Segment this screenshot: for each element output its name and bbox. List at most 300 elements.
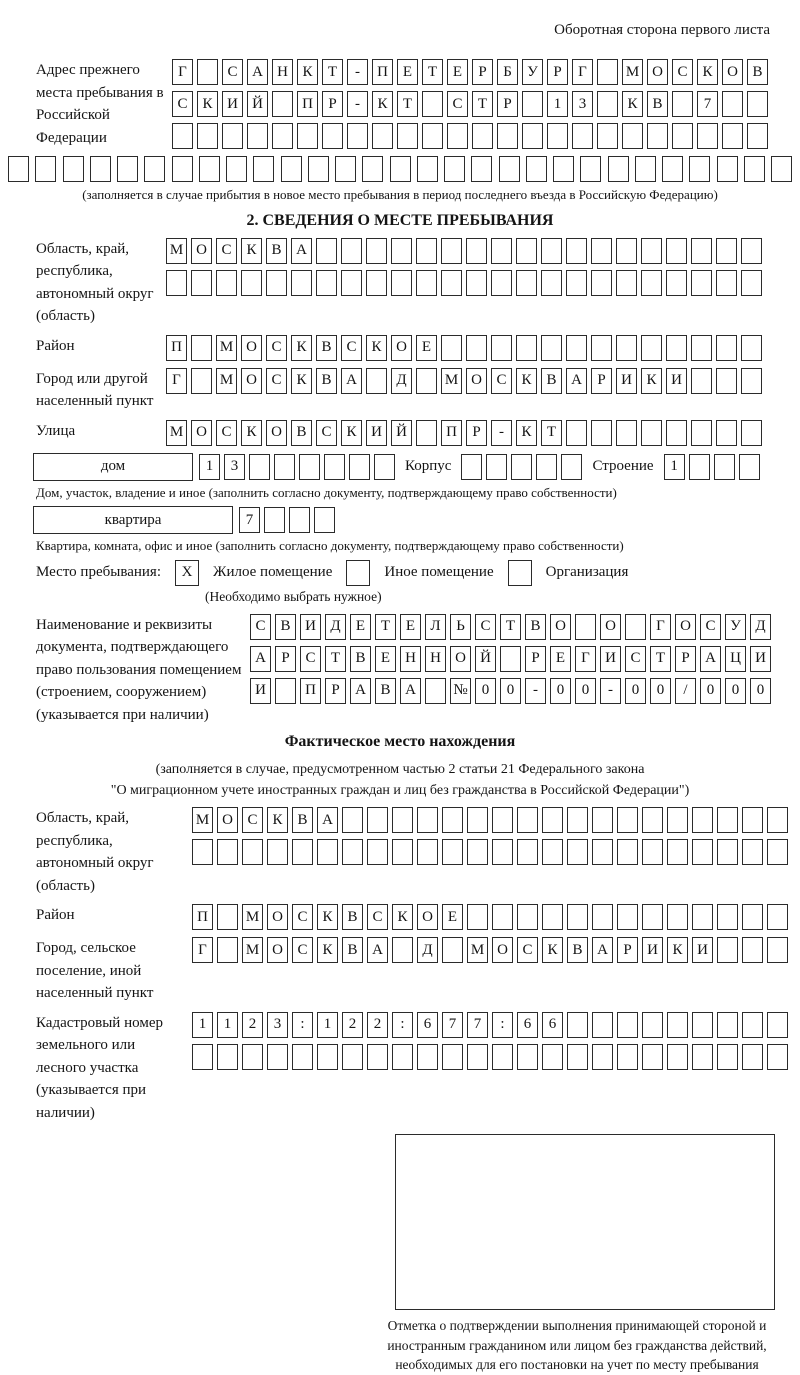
char-cell: Е: [447, 59, 468, 85]
char-cell: [342, 1044, 363, 1070]
char-cell: К: [197, 91, 218, 117]
char-cell: В: [291, 420, 312, 446]
char-cell: Р: [591, 368, 612, 394]
region-label: Область, край, республика, автономный округ (область): [36, 240, 154, 325]
district-field: [36, 335, 792, 361]
char-cell: №: [450, 678, 471, 704]
cadastral-field: [36, 1012, 792, 1125]
char-cell: [744, 156, 765, 182]
char-cell: С: [216, 238, 237, 264]
korpus-label: Корпус: [405, 458, 452, 475]
char-cell: О: [266, 420, 287, 446]
char-cell: У: [522, 59, 543, 85]
char-cell: Т: [397, 91, 418, 117]
cadastral-label: Кадастровый номер земельного или лесного участка (указывается при наличии): [36, 1014, 163, 1121]
char-cell: [292, 839, 313, 865]
char-cell: И: [222, 91, 243, 117]
char-cell: Й: [391, 420, 412, 446]
house-field: [33, 453, 792, 481]
char-cell: [580, 156, 601, 182]
char-cell: [522, 91, 543, 117]
char-cell: [291, 270, 312, 296]
char-cell: [597, 91, 618, 117]
house-number-row: [199, 454, 395, 480]
char-cell: Р: [275, 646, 296, 672]
char-cell: В: [342, 904, 363, 930]
char-cell: К: [317, 937, 338, 963]
char-cell: И: [300, 614, 321, 640]
char-cell: О: [417, 904, 438, 930]
char-cell: [541, 270, 562, 296]
char-cell: 0: [750, 678, 771, 704]
char-cell: [367, 807, 388, 833]
char-cell: [249, 454, 270, 480]
char-cell: [486, 454, 507, 480]
char-cell: [666, 335, 687, 361]
char-cell: В: [375, 678, 396, 704]
char-cell: [442, 807, 463, 833]
char-cell: С: [625, 646, 646, 672]
char-cell: [625, 614, 646, 640]
char-cell: [216, 270, 237, 296]
char-cell: Р: [675, 646, 696, 672]
char-cell: Г: [172, 59, 193, 85]
char-cell: [166, 270, 187, 296]
char-cell: О: [391, 335, 412, 361]
char-cell: [597, 123, 618, 149]
char-cell: К: [241, 238, 262, 264]
char-cell: Г: [166, 368, 187, 394]
char-cell: И: [692, 937, 713, 963]
char-cell: Е: [416, 335, 437, 361]
char-cell: [741, 270, 762, 296]
char-cell: 0: [700, 678, 721, 704]
char-cell: [617, 839, 638, 865]
city-field: [36, 368, 792, 413]
char-cell: [172, 123, 193, 149]
char-cell: [566, 238, 587, 264]
char-cell: [742, 1044, 763, 1070]
apartment-namebox: квартира: [33, 506, 233, 534]
char-cell: [511, 454, 532, 480]
char-cell: [441, 238, 462, 264]
char-cell: [289, 507, 310, 533]
char-cell: М: [216, 368, 237, 394]
char-cell: Г: [572, 59, 593, 85]
char-cell: [689, 454, 710, 480]
char-cell: [391, 270, 412, 296]
char-cell: [191, 368, 212, 394]
char-cell: 1: [317, 1012, 338, 1038]
char-cell: [199, 156, 220, 182]
char-cell: [617, 1012, 638, 1038]
char-cell: 7: [442, 1012, 463, 1038]
char-cell: С: [367, 904, 388, 930]
char-cell: И: [366, 420, 387, 446]
char-cell: Н: [425, 646, 446, 672]
char-cell: [689, 156, 710, 182]
char-cell: Н: [272, 59, 293, 85]
char-cell: [422, 123, 443, 149]
char-cell: [717, 1044, 738, 1070]
char-cell: К: [267, 807, 288, 833]
char-cell: М: [622, 59, 643, 85]
char-cell: [566, 335, 587, 361]
char-cell: [575, 614, 596, 640]
char-cell: [536, 454, 557, 480]
char-cell: Д: [391, 368, 412, 394]
region-row-2: [166, 270, 762, 296]
char-cell: В: [567, 937, 588, 963]
char-cell: С: [341, 335, 362, 361]
char-cell: [622, 123, 643, 149]
char-cell: [374, 454, 395, 480]
char-cell: [191, 335, 212, 361]
char-cell: [667, 1044, 688, 1070]
char-cell: [642, 1044, 663, 1070]
char-cell: [90, 156, 111, 182]
char-cell: [264, 507, 285, 533]
char-cell: 0: [550, 678, 571, 704]
char-cell: [641, 335, 662, 361]
char-cell: Р: [466, 420, 487, 446]
char-cell: К: [366, 335, 387, 361]
char-cell: В: [647, 91, 668, 117]
char-cell: С: [266, 368, 287, 394]
char-cell: 1: [547, 91, 568, 117]
char-cell: [267, 839, 288, 865]
place-type-note: (Необходимо выбрать нужное): [205, 588, 382, 604]
char-cell: А: [700, 646, 721, 672]
char-cell: К: [667, 937, 688, 963]
char-cell: [417, 807, 438, 833]
char-cell: П: [166, 335, 187, 361]
actual-city-row: [192, 937, 788, 1005]
char-cell: [217, 1044, 238, 1070]
char-cell: Б: [497, 59, 518, 85]
actual-region-field: [36, 807, 792, 897]
char-cell: А: [566, 368, 587, 394]
char-cell: [63, 156, 84, 182]
char-cell: О: [450, 646, 471, 672]
char-cell: [567, 839, 588, 865]
char-cell: [517, 839, 538, 865]
char-cell: [567, 807, 588, 833]
char-cell: [691, 270, 712, 296]
checkbox-organization: [508, 560, 532, 586]
char-cell: Е: [442, 904, 463, 930]
title-document-row-3: [250, 678, 771, 704]
cadastral-row-2: [192, 1044, 788, 1070]
char-cell: [542, 807, 563, 833]
char-cell: 2: [242, 1012, 263, 1038]
char-cell: [492, 839, 513, 865]
char-cell: [717, 156, 738, 182]
option-other-premises-label: Иное помещение: [384, 564, 494, 581]
char-cell: [341, 238, 362, 264]
char-cell: [716, 270, 737, 296]
char-cell: [641, 420, 662, 446]
char-cell: [342, 807, 363, 833]
char-cell: О: [466, 368, 487, 394]
char-cell: Д: [325, 614, 346, 640]
char-cell: [397, 123, 418, 149]
char-cell: [500, 646, 521, 672]
char-cell: К: [297, 59, 318, 85]
char-cell: [242, 839, 263, 865]
char-cell: [642, 904, 663, 930]
char-cell: В: [342, 937, 363, 963]
char-cell: [572, 123, 593, 149]
char-cell: [742, 1012, 763, 1038]
char-cell: С: [316, 420, 337, 446]
char-cell: О: [600, 614, 621, 640]
char-cell: [716, 335, 737, 361]
actual-district-field: [36, 904, 792, 930]
char-cell: [714, 454, 735, 480]
char-cell: П: [297, 91, 318, 117]
char-cell: [492, 1044, 513, 1070]
char-cell: К: [291, 335, 312, 361]
char-cell: [691, 368, 712, 394]
char-cell: [547, 123, 568, 149]
prev-address-note: (заполняется в случае прибытия в новое место пребывания в период последнего въезда в Российскую Федерацию): [82, 187, 718, 202]
char-cell: [741, 420, 762, 446]
char-cell: [522, 123, 543, 149]
char-cell: [591, 420, 612, 446]
char-cell: С: [447, 91, 468, 117]
char-cell: [341, 270, 362, 296]
char-cell: [516, 238, 537, 264]
apartment-field: [33, 506, 792, 534]
char-cell: [635, 156, 656, 182]
char-cell: [324, 454, 345, 480]
char-cell: [591, 335, 612, 361]
char-cell: В: [292, 807, 313, 833]
char-cell: [316, 238, 337, 264]
char-cell: [491, 270, 512, 296]
char-cell: [717, 904, 738, 930]
char-cell: [416, 420, 437, 446]
prev-address-cells: [172, 59, 768, 149]
char-cell: [392, 807, 413, 833]
house-note: Дом, участок, владение и иное (заполнить согласно документу, подтверждающему право собственности): [36, 484, 617, 500]
char-cell: [567, 904, 588, 930]
char-cell: У: [725, 614, 746, 640]
char-cell: К: [622, 91, 643, 117]
char-cell: [692, 904, 713, 930]
char-cell: И: [250, 678, 271, 704]
char-cell: [342, 839, 363, 865]
actual-region-row-1: [192, 807, 788, 833]
char-cell: [416, 270, 437, 296]
page-corner-note: Оборотная сторона первого листа: [554, 22, 770, 38]
char-cell: [467, 904, 488, 930]
char-cell: Т: [325, 646, 346, 672]
char-cell: [641, 238, 662, 264]
char-cell: Й: [247, 91, 268, 117]
char-cell: В: [747, 59, 768, 85]
char-cell: Р: [497, 91, 518, 117]
char-cell: С: [517, 937, 538, 963]
char-cell: О: [191, 238, 212, 264]
char-cell: [367, 1044, 388, 1070]
char-cell: :: [392, 1012, 413, 1038]
char-cell: [561, 454, 582, 480]
char-cell: В: [541, 368, 562, 394]
char-cell: [466, 270, 487, 296]
char-cell: М: [192, 807, 213, 833]
char-cell: [717, 807, 738, 833]
char-cell: [191, 270, 212, 296]
char-cell: [747, 91, 768, 117]
korpus-row: [461, 454, 582, 480]
char-cell: [471, 156, 492, 182]
char-cell: [741, 335, 762, 361]
char-cell: Т: [472, 91, 493, 117]
char-cell: [516, 335, 537, 361]
char-cell: [617, 1044, 638, 1070]
char-cell: К: [641, 368, 662, 394]
char-cell: 7: [239, 507, 260, 533]
char-cell: С: [475, 614, 496, 640]
char-cell: [417, 1044, 438, 1070]
char-cell: Р: [322, 91, 343, 117]
char-cell: [647, 123, 668, 149]
char-cell: [771, 156, 792, 182]
place-type-field: [36, 560, 792, 586]
char-cell: Е: [550, 646, 571, 672]
char-cell: [767, 839, 788, 865]
char-cell: А: [400, 678, 421, 704]
char-cell: [472, 123, 493, 149]
char-cell: [491, 238, 512, 264]
char-cell: В: [350, 646, 371, 672]
char-cell: А: [247, 59, 268, 85]
char-cell: В: [266, 238, 287, 264]
char-cell: [247, 123, 268, 149]
char-cell: О: [647, 59, 668, 85]
char-cell: М: [216, 335, 237, 361]
char-cell: [192, 839, 213, 865]
char-cell: К: [317, 904, 338, 930]
char-cell: [741, 238, 762, 264]
actual-location-note-2: "О миграционном учете иностранных граждан и лиц без гражданства в Российской Федерации"): [110, 783, 690, 799]
char-cell: [739, 454, 760, 480]
char-cell: [366, 368, 387, 394]
char-cell: [272, 123, 293, 149]
char-cell: К: [516, 420, 537, 446]
char-cell: [392, 839, 413, 865]
char-cell: В: [316, 368, 337, 394]
char-cell: [467, 1044, 488, 1070]
char-cell: [592, 839, 613, 865]
char-cell: А: [291, 238, 312, 264]
char-cell: [314, 507, 335, 533]
char-cell: О: [550, 614, 571, 640]
char-cell: М: [166, 238, 187, 264]
char-cell: 2: [342, 1012, 363, 1038]
char-cell: [144, 156, 165, 182]
prev-address-row-3: [172, 123, 768, 149]
char-cell: С: [172, 91, 193, 117]
char-cell: И: [642, 937, 663, 963]
char-cell: П: [372, 59, 393, 85]
prev-address-row-4: [8, 156, 792, 182]
char-cell: И: [600, 646, 621, 672]
char-cell: [272, 91, 293, 117]
region-field: [36, 238, 792, 328]
char-cell: Р: [617, 937, 638, 963]
actual-district-label: Район: [36, 907, 75, 924]
char-cell: С: [491, 368, 512, 394]
char-cell: [617, 904, 638, 930]
char-cell: С: [292, 904, 313, 930]
char-cell: [692, 1012, 713, 1038]
char-cell: [349, 454, 370, 480]
char-cell: -: [525, 678, 546, 704]
char-cell: [517, 807, 538, 833]
char-cell: [642, 1012, 663, 1038]
char-cell: Е: [397, 59, 418, 85]
char-cell: С: [266, 335, 287, 361]
char-cell: [117, 156, 138, 182]
char-cell: С: [292, 937, 313, 963]
char-cell: [591, 238, 612, 264]
char-cell: [391, 238, 412, 264]
char-cell: -: [347, 91, 368, 117]
char-cell: [316, 270, 337, 296]
char-cell: М: [441, 368, 462, 394]
char-cell: 3: [267, 1012, 288, 1038]
char-cell: [717, 937, 738, 963]
house-namebox: дом: [33, 453, 193, 481]
char-cell: И: [750, 646, 771, 672]
char-cell: [253, 156, 274, 182]
stamp-caption: Отметка о подтверждении выполнения принимающей стороной и иностранным гражданином или лицом без гражданства действий, необходимых для его постановки на учет по месту пребывания: [387, 1318, 767, 1373]
char-cell: [742, 839, 763, 865]
char-cell: [566, 270, 587, 296]
char-cell: [347, 123, 368, 149]
district-row: [166, 335, 762, 361]
char-cell: [492, 807, 513, 833]
char-cell: [672, 123, 693, 149]
char-cell: [217, 839, 238, 865]
char-cell: [297, 123, 318, 149]
char-cell: О: [267, 937, 288, 963]
char-cell: [516, 270, 537, 296]
char-cell: [444, 156, 465, 182]
char-cell: К: [372, 91, 393, 117]
char-cell: Е: [375, 646, 396, 672]
char-cell: К: [341, 420, 362, 446]
char-cell: 0: [500, 678, 521, 704]
char-cell: 1: [199, 454, 220, 480]
char-cell: [542, 839, 563, 865]
char-cell: О: [191, 420, 212, 446]
char-cell: [274, 454, 295, 480]
char-cell: /: [675, 678, 696, 704]
title-document-row-1: [250, 614, 771, 640]
char-cell: [317, 839, 338, 865]
char-cell: [442, 1044, 463, 1070]
char-cell: [362, 156, 383, 182]
char-cell: С: [222, 59, 243, 85]
char-cell: [592, 807, 613, 833]
char-cell: [617, 807, 638, 833]
char-cell: [592, 904, 613, 930]
char-cell: [441, 270, 462, 296]
